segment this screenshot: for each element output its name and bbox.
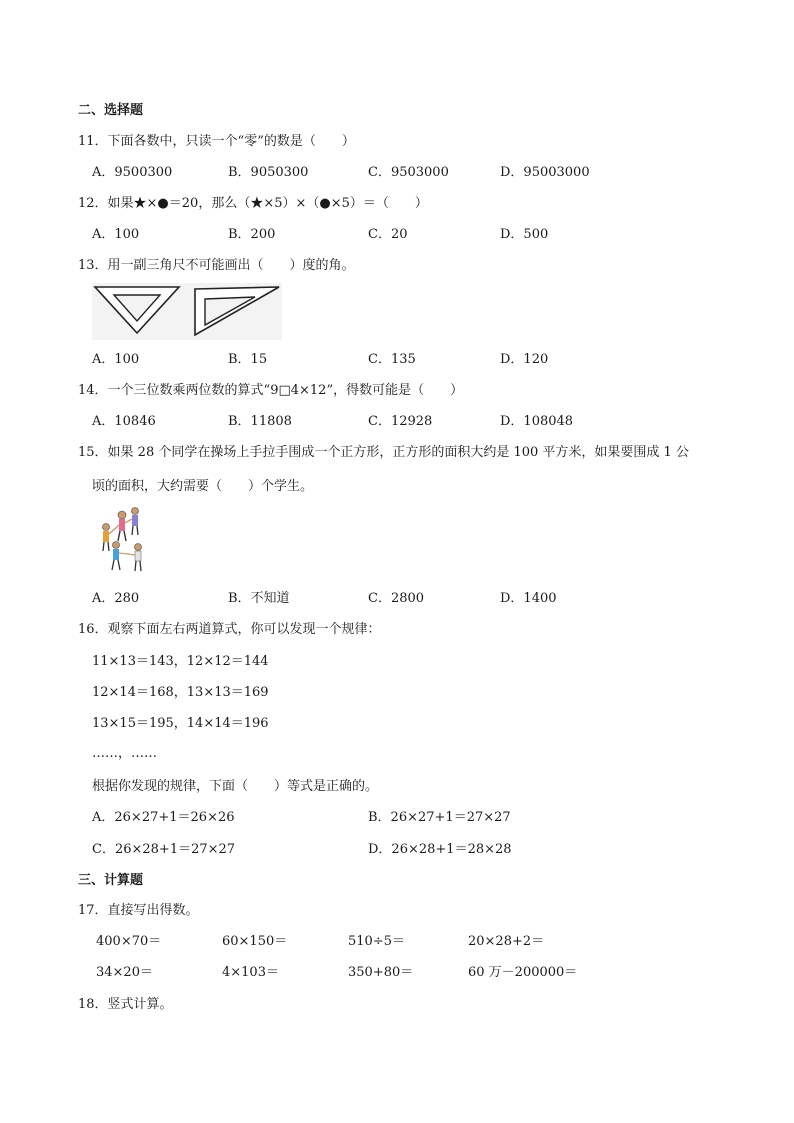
q12-option-b[interactable]: B．200 [228,227,276,242]
question-18-stem: 18．竖式计算。 [78,997,173,1012]
section-heading-calculation: 三、计算题 [78,873,144,888]
q16-option-c[interactable]: C．26×28+1＝27×27 [92,842,236,857]
q15-option-b[interactable]: B．不知道 [228,591,290,606]
q14-option-a[interactable]: A．10846 [92,414,156,429]
students-holding-hands-figure [94,505,152,575]
q11-option-b[interactable]: B．9050300 [228,165,309,180]
q14-option-c[interactable]: C．12928 [368,414,433,429]
q16-pattern-line: ……，…… [92,746,158,761]
q16-pattern-line: 11×13＝143，12×12＝144 [92,654,269,669]
question-12-stem: 12．如果★×●＝20，那么（★×5）×（●×5）＝（ ） [78,196,428,211]
q12-option-d[interactable]: D．500 [500,227,549,242]
question-17-stem: 17．直接写出得数。 [78,903,199,918]
q16-ask: 根据你发现的规律，下面（ ）等式是正确的。 [92,779,379,794]
q13-option-d[interactable]: D．120 [500,352,549,367]
q15-option-d[interactable]: D．1400 [500,591,557,606]
q14-option-b[interactable]: B．11808 [228,414,292,429]
q17-item: 20×28+2＝ [468,934,545,949]
q17-item: 350+80＝ [348,965,414,980]
q17-item: 400×70＝ [96,934,162,949]
q15-option-c[interactable]: C．2800 [368,591,425,606]
question-16-stem: 16．观察下面左右两道算式，你可以发现一个规律： [78,622,381,637]
q17-item: 34×20＝ [96,965,153,980]
q13-option-a[interactable]: A．100 [92,352,140,367]
q15-option-a[interactable]: A．280 [92,591,140,606]
q11-option-c[interactable]: C．9503000 [368,165,449,180]
q11-option-d[interactable]: D．95003000 [500,165,590,180]
question-15-stem-line1: 15．如果 28 个同学在操场上手拉手围成一个正方形，正方形的面积大约是 100 平方米，如果要围成 1 公 [78,445,689,460]
q16-option-b[interactable]: B．26×27+1＝27×27 [368,810,511,825]
q12-option-c[interactable]: C．20 [368,227,408,242]
q13-option-b[interactable]: B．15 [228,352,268,367]
question-15-stem-line2: 顷的面积，大约需要（ ）个学生。 [92,479,314,494]
section-heading-choice: 二、选择题 [78,103,144,118]
q16-option-a[interactable]: A．26×27+1＝26×26 [92,810,235,825]
q12-option-a[interactable]: A．100 [92,227,140,242]
triangle-rulers-figure [92,283,282,340]
q16-pattern-line: 12×14＝168，13×13＝169 [92,685,269,700]
q17-item: 510÷5＝ [348,934,405,949]
q14-option-d[interactable]: D．108048 [500,414,574,429]
question-11-stem: 11．下面各数中，只读一个“零”的数是（ ） [78,134,355,149]
q11-option-a[interactable]: A．9500300 [92,165,173,180]
q16-pattern-line: 13×15＝195，14×14＝196 [92,716,269,731]
question-13-stem: 13．用一副三角尺不可能画出（ ）度的角。 [78,258,355,273]
q17-item: 60 万－200000＝ [468,965,578,980]
q13-option-c[interactable]: C．135 [368,352,416,367]
q17-item: 4×103＝ [222,965,279,980]
question-14-stem: 14．一个三位数乘两位数的算式“9□4×12”，得数可能是（ ） [78,383,464,398]
q17-item: 60×150＝ [222,934,288,949]
q16-option-d[interactable]: D．26×28+1＝28×28 [368,842,512,857]
